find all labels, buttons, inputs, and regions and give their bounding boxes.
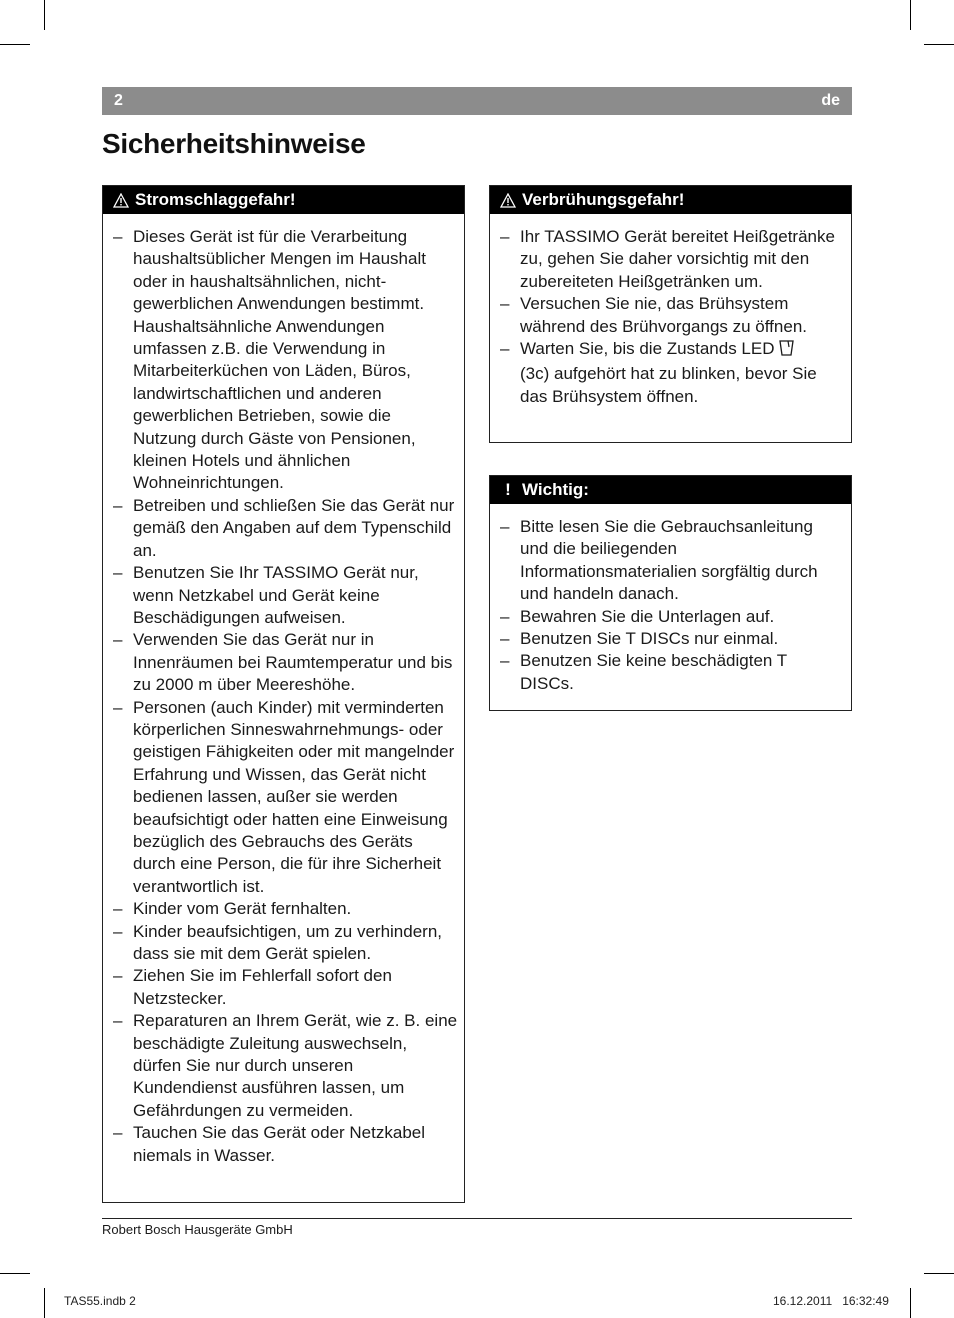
list-item: – Reparaturen an Ihrem Gerät, wie z. B. eine beschädigte Zuleitung auswechseln, dürfen Sie nur durch unseren Kundendienst ausführen lassen, um Gefährdungen zu vermeiden. — [113, 1011, 458, 1120]
list-item: – Warten Sie, bis die Zustands LED (3c) aufgehört hat zu blinken, bevor Sie das Brühsystem öffnen. — [500, 339, 817, 406]
list-item: – Benutzen Sie T DISCs nur einmal. — [500, 628, 845, 650]
language-code: de — [821, 92, 840, 109]
print-slug-file: TAS55.indb 2 — [64, 1294, 136, 1308]
page-title: Sicherheitshinweise — [102, 128, 366, 159]
cup-led-icon — [778, 339, 796, 363]
warning-triangle-icon — [500, 193, 516, 208]
list-item: – Verwenden Sie das Gerät nur in Innenräumen bei Raumtemperatur und bis zu 2000 m über Meereshöhe. — [113, 630, 453, 695]
list-dash: – — [113, 630, 123, 650]
electric-shock-warning-box — [102, 185, 465, 1203]
list-dash: – — [500, 294, 510, 314]
list-dash: – — [500, 227, 510, 246]
list-item: – Bewahren Sie die Unterlagen auf. — [500, 606, 845, 628]
important-heading-bar — [490, 476, 851, 504]
crop-mark — [924, 1273, 954, 1274]
list-item: – Personen (auch Kinder) mit verminderten körperlichen Sinneswahrnehmungs- oder geistigen Fähigkeiten oder mit mangelnder Erfahrung und Wissen, das Gerät nicht bedienen lassen, außer sie werden beaufsichtigt oder hatten eine Einweisung bezüglich des Gebrauchs des Geräts durch eine Person, die für ihre Sicherheit verantwortlich ist. — [113, 697, 455, 896]
list-item: – Tauchen Sie das Gerät oder Netzkabel niemals in Wasser. — [113, 1123, 426, 1165]
important-list — [490, 504, 851, 695]
list-dash: – — [500, 651, 510, 671]
list-item: – Versuchen Sie nie, das Brühsystem während des Brühvorgangs zu öffnen. — [500, 294, 807, 336]
list-item: – Bitte lesen Sie die Gebrauchsanleitung und die beiliegenden Informationsmaterialien sorgfältig durch und handeln danach. — [500, 517, 818, 604]
list-dash: – — [113, 966, 123, 986]
warning-triangle-icon — [113, 193, 129, 208]
list-dash: – — [113, 227, 123, 246]
list-dash: – — [113, 495, 123, 515]
crop-mark — [0, 1273, 30, 1274]
page-header-bar — [102, 87, 852, 115]
important-notice-box — [489, 475, 852, 711]
list-item: – Kinder vom Gerät fernhalten. — [113, 898, 458, 920]
list-dash: – — [500, 339, 510, 359]
list-dash: – — [500, 606, 510, 626]
list-dash: – — [113, 1123, 123, 1143]
list-dash: – — [500, 517, 510, 536]
footer-company: Robert Bosch Hausgeräte GmbH — [102, 1222, 293, 1237]
print-slug-time: 16:32:49 — [842, 1294, 889, 1308]
list-item: – Ihr TASSIMO Gerät bereitet Heißgetränke zu, gehen Sie daher vorsichtig mit den zubereiteten Heißgetränken um. — [500, 227, 835, 291]
important-heading: Wichtig: — [522, 480, 589, 499]
scald-warning-box — [489, 185, 852, 443]
crop-mark — [44, 0, 45, 30]
list-dash: – — [113, 1011, 123, 1031]
electric-shock-heading-bar — [103, 186, 464, 214]
list-dash: – — [500, 629, 510, 649]
scald-list — [490, 214, 851, 408]
list-item: – Ziehen Sie im Fehlerfall sofort den Netzstecker. — [113, 966, 392, 1008]
list-dash: – — [113, 697, 123, 717]
print-slug-datetime — [773, 1294, 889, 1308]
exclamation-icon: ! — [505, 480, 511, 499]
scald-heading: Verbrühungsgefahr! — [522, 190, 685, 209]
crop-mark — [44, 1288, 45, 1318]
list-dash: – — [113, 899, 123, 919]
electric-shock-list — [103, 214, 464, 1167]
electric-shock-heading: Stromschlaggefahr! — [135, 190, 296, 209]
crop-mark — [910, 0, 911, 30]
list-item: – Kinder beaufsichtigen, um zu verhindern, dass sie mit dem Gerät spielen. — [113, 921, 443, 963]
list-item: – Benutzen Sie Ihr TASSIMO Gerät nur, wenn Netzkabel und Gerät keine Beschädigungen aufweisen. — [113, 563, 419, 627]
footer-divider — [102, 1218, 852, 1219]
crop-mark — [910, 1288, 911, 1318]
page-number: 2 — [114, 92, 123, 109]
print-slug-date: 16.12.2011 — [773, 1294, 833, 1308]
scald-heading-bar — [490, 186, 851, 214]
crop-mark — [0, 44, 30, 45]
list-dash: – — [113, 563, 123, 583]
list-item: – Benutzen Sie keine beschädigten T DISCs. — [500, 651, 787, 693]
list-dash: – — [113, 921, 123, 941]
list-item: – Dieses Gerät ist für die Verarbeitung haushaltsüblicher Mengen im Haushalt oder in haushaltsähnlichen, nicht-gewerblichen Anwendungen bestimmt. Haushaltsähnliche Anwendungen umfassen z.B. die Verwendung in Mitarbeiterküchen von Läden, Büros, landwirtschaftlichen und anderen gewerblichen Betrieben, sowie die Nutzung durch Gäste von Pensionen, kleinen Hotels und ähnlichen Wohneinrichtungen. — [113, 227, 426, 493]
crop-mark — [924, 44, 954, 45]
list-item: – Betreiben und schließen Sie das Gerät nur gemäß den Angaben auf dem Typenschild an. — [113, 495, 455, 560]
